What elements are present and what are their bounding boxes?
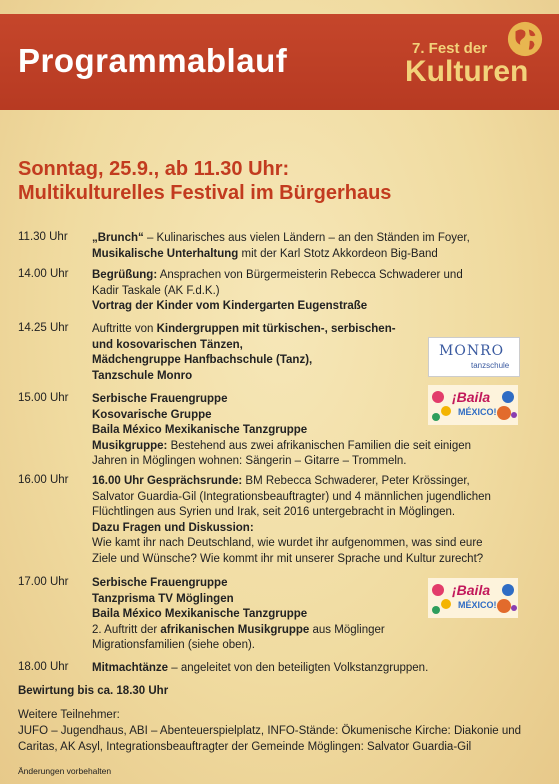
schedule-text: Ziele und Wünsche? Wie kommt ihr mit unserer Sprache und Kultur zurecht? <box>92 552 484 565</box>
schedule-line <box>92 284 532 300</box>
monro-logo <box>428 337 520 377</box>
participants-label: Weitere Teilnehmer: <box>18 709 120 721</box>
schedule-highlight: Kindergruppen mit türkischen-, serbischen- <box>156 323 396 335</box>
schedule-highlight: „Brunch“ <box>92 232 144 244</box>
schedule-highlight: und kosovarischen Tänzen, <box>92 338 243 351</box>
globe-icon <box>506 20 544 58</box>
baila-mexico-sub: MÉXICO! <box>458 600 497 610</box>
schedule-text: Kadir Taskale (AK F.d.K.) <box>92 284 220 297</box>
headline-festival: Multikulturelles Festival im Bürgerhaus <box>18 182 392 204</box>
schedule-line <box>92 231 532 247</box>
schedule-line <box>92 454 532 470</box>
schedule-text: mit der Karl Stotz Akkordeon Big-Band <box>238 247 438 260</box>
schedule-highlight: afrikanischen Musikgruppe <box>160 623 310 636</box>
schedule-highlight: Mitmachtänze <box>92 662 169 674</box>
baila-mexico-logo-2 <box>428 578 518 618</box>
schedule-text: Ansprachen von Bürgermeisterin Rebecca Schwaderer und <box>157 269 463 281</box>
schedule-text: Flüchtlingen aus Syrien und Irak, seit 2016 untergebracht in Möglingen. <box>92 506 456 519</box>
schedule-line <box>92 299 532 315</box>
schedule-line <box>92 661 532 677</box>
headline-date: Sonntag, 25.9., ab 11.30 Uhr: <box>18 158 290 180</box>
schedule-time: 15.00 Uhr <box>18 392 69 404</box>
schedule-text: Migrationsfamilien (siehe oben). <box>92 639 255 652</box>
schedule-highlight: Serbische Frauengruppe <box>92 577 228 589</box>
schedule-highlight: Mädchengruppe Hanfbachschule (Tanz), <box>92 354 313 367</box>
schedule-text: Wie kamt ihr nach Deutschland, wie wurdet ihr aufgenommen, was sind eure <box>92 537 483 550</box>
schedule-line <box>92 474 532 490</box>
schedule-highlight: 16.00 Uhr Gesprächsrunde: <box>92 475 243 487</box>
schedule-highlight: Tanzprisma TV Möglingen <box>92 592 234 605</box>
schedule-highlight: Vortrag der Kinder vom Kindergarten Eugenstraße <box>92 300 368 313</box>
schedule-highlight: Tanzschule Monro <box>92 369 193 382</box>
schedule-highlight: Musikgruppe: <box>92 439 168 452</box>
schedule-line <box>92 423 532 439</box>
schedule-time: 17.00 Uhr <box>18 576 69 588</box>
schedule-text: Jahren in Möglingen wohnen: Sängerin – Gitarre – Trommeln. <box>92 455 407 468</box>
page-title: Programmablauf <box>18 42 288 79</box>
monro-logo-sub: tanzschule <box>471 361 510 370</box>
schedule-time: 16.00 Uhr <box>18 474 69 486</box>
schedule-time: 14.25 Uhr <box>18 322 69 334</box>
participants-line-1: JUFO – Jugendhaus, ABI – Abenteuerspielplatz, INFO-Stände: Ökumenische Kirche: Diakonie und <box>18 725 522 737</box>
schedule-highlight: Musikalische Unterhaltung <box>92 247 239 260</box>
schedule-text: – angeleitet von den beteiligten Volkstanzgruppen. <box>168 662 429 674</box>
schedule-time: 11.30 Uhr <box>18 231 68 243</box>
schedule-entry <box>92 474 532 568</box>
schedule-highlight: Begrüßung: <box>92 269 158 281</box>
schedule-line <box>92 521 532 537</box>
schedule-line <box>92 623 532 639</box>
schedule-entry <box>92 661 532 677</box>
schedule-entry <box>92 268 532 315</box>
baila-mexico-name: ¡Baila <box>452 582 491 598</box>
schedule-text: – Kulinarisches aus vielen Ländern – an den Ständen im Foyer, <box>143 232 470 244</box>
footnote: Änderungen vorbehalten <box>18 766 112 776</box>
schedule-text: Bestehend aus zwei afrikanischen Familien die seit einigen <box>167 439 472 452</box>
schedule-highlight: Serbische Frauengruppe <box>92 393 228 405</box>
schedule-time: 18.00 Uhr <box>18 661 69 673</box>
schedule-line <box>92 322 532 338</box>
schedule-highlight: Baila México Mexikanische Tanzgruppe <box>92 608 308 621</box>
schedule-highlight: Baila México Mexikanische Tanzgruppe <box>92 424 308 437</box>
schedule-line <box>92 268 532 284</box>
schedule-text: Auftritte von <box>92 323 157 335</box>
schedule-highlight: Dazu Fragen und Diskussion: <box>92 521 254 534</box>
schedule-time: 14.00 Uhr <box>18 268 69 280</box>
participants-line-2: Caritas, AK Asyl, Integrationsbeauftragter der Gemeinde Möglingen: Salvator Guardia-Gil <box>18 741 472 753</box>
monro-logo-name: MONRO <box>439 343 505 359</box>
fest-name: Kulturen <box>405 55 529 88</box>
baila-mexico-logo <box>428 385 518 425</box>
schedule-line <box>92 439 532 455</box>
schedule-line <box>92 505 532 521</box>
schedule-text: Salvator Guardia-Gil (Integrationsbeauftragter) und 4 männlichen jugendlichen <box>92 490 491 503</box>
schedule-line <box>92 552 532 568</box>
schedule-line <box>92 638 532 654</box>
baila-mexico-name: ¡Baila <box>452 389 491 405</box>
schedule-line <box>92 536 532 552</box>
schedule-entry <box>92 231 532 262</box>
schedule-highlight: Kosovarische Gruppe <box>92 408 212 421</box>
schedule-text: BM Rebecca Schwaderer, Peter Krössinger, <box>242 475 470 487</box>
baila-mexico-sub: MÉXICO! <box>458 407 497 417</box>
fest-prefix: 7. Fest der <box>412 40 488 57</box>
schedule-line <box>92 490 532 506</box>
schedule-text: aus Möglinger <box>309 623 385 636</box>
schedule-line <box>92 247 532 263</box>
catering-note: Bewirtung bis ca. 18.30 Uhr <box>18 685 169 697</box>
schedule-text: 2. Auftritt der <box>92 623 161 636</box>
